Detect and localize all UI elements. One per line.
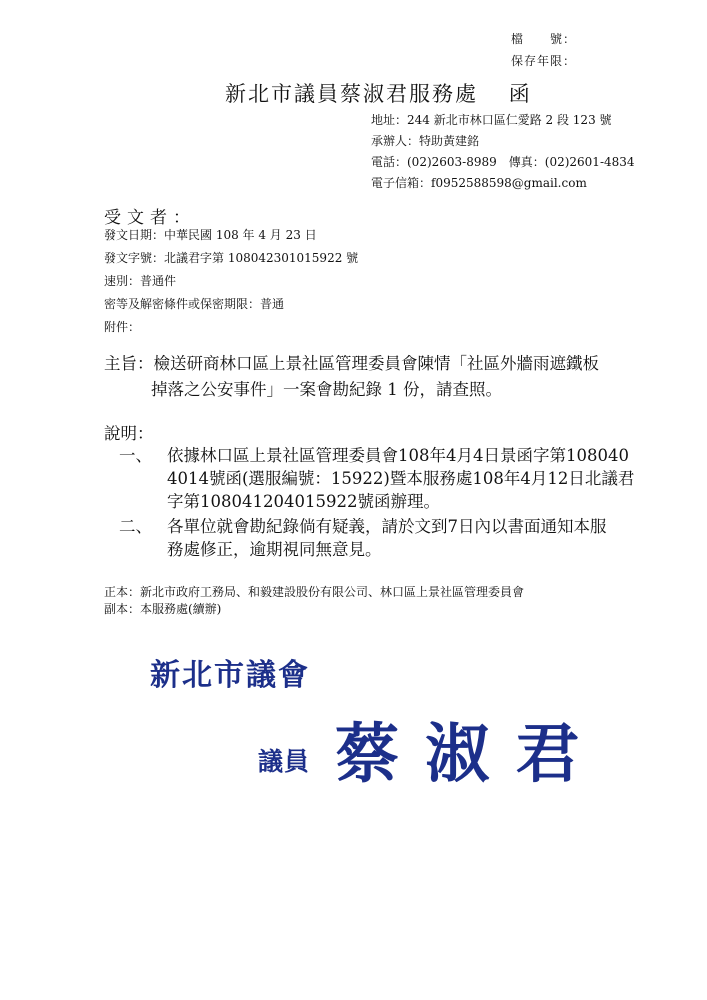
office-name: 新北市議員蔡淑君服務處: [225, 82, 478, 106]
document-fields: [104, 224, 358, 339]
item-1-line-1: 依據林口區上景社區管理委員會108年4月4日景函字第108040: [167, 446, 629, 465]
document-number: 發文字號：北議君字第 108042301015922 號: [104, 251, 359, 265]
subject-line-2: 掉落之公安事件」一案會勘紀錄 1 份，請查照。: [151, 380, 502, 399]
item-1-number: 一、: [119, 446, 152, 465]
email: 電子信箱：f0952588598@gmail.com: [371, 176, 587, 190]
stamp-council: 新北市議會: [150, 658, 310, 693]
item-2-line-1: 各單位就會勘紀錄倘有疑義，請於文到7日內以書面通知本服: [167, 517, 607, 536]
item-2-line-2: 務處修正，逾期視同無意見。: [167, 540, 382, 559]
recipient-label: 受文者：: [104, 208, 196, 228]
document-title: [225, 78, 532, 108]
contact-block: [371, 110, 635, 194]
delivery-speed: 速別：普通件: [104, 274, 177, 288]
retention-period-label: 保存年限：: [511, 54, 577, 68]
item-1-line-3: 字第108041204015922號函辦理。: [167, 492, 440, 511]
secrecy-level: 密等及解密條件或保密期限：普通: [104, 297, 285, 311]
item-2-number: 二、: [119, 517, 152, 536]
handler: 承辦人：特助黃建銘: [371, 134, 480, 148]
issue-date: 發文日期：中華民國 108 年 4 月 23 日: [104, 228, 317, 242]
file-number-label: 檔 號：: [511, 32, 577, 46]
stamp-name: 蔡 淑 君: [335, 718, 582, 792]
attachment-label: 附件：: [104, 320, 141, 334]
phone-fax: 電話：(02)2603-8989 傳真：(02)2601-4834: [371, 155, 635, 169]
stamp-role: 議員: [258, 747, 311, 776]
document-type: 函: [508, 82, 532, 106]
item-1-line-2: 4014號函(選服編號：15922)暨本服務處108年4月12日北議君: [167, 469, 635, 488]
explanation-label: 說明：: [104, 424, 154, 443]
subject-line-1: 主旨：檢送研商林口區上景社區管理委員會陳情「社區外牆雨遮鐵板: [104, 354, 599, 373]
distribution-main: 正本：新北市政府工務局、和毅建設股份有限公司、林口區上景社區管理委員會: [104, 585, 525, 599]
distribution-copy: 副本：本服務處(續辦): [104, 602, 222, 616]
address: 地址：244 新北市林口區仁愛路 2 段 123 號: [371, 113, 612, 127]
